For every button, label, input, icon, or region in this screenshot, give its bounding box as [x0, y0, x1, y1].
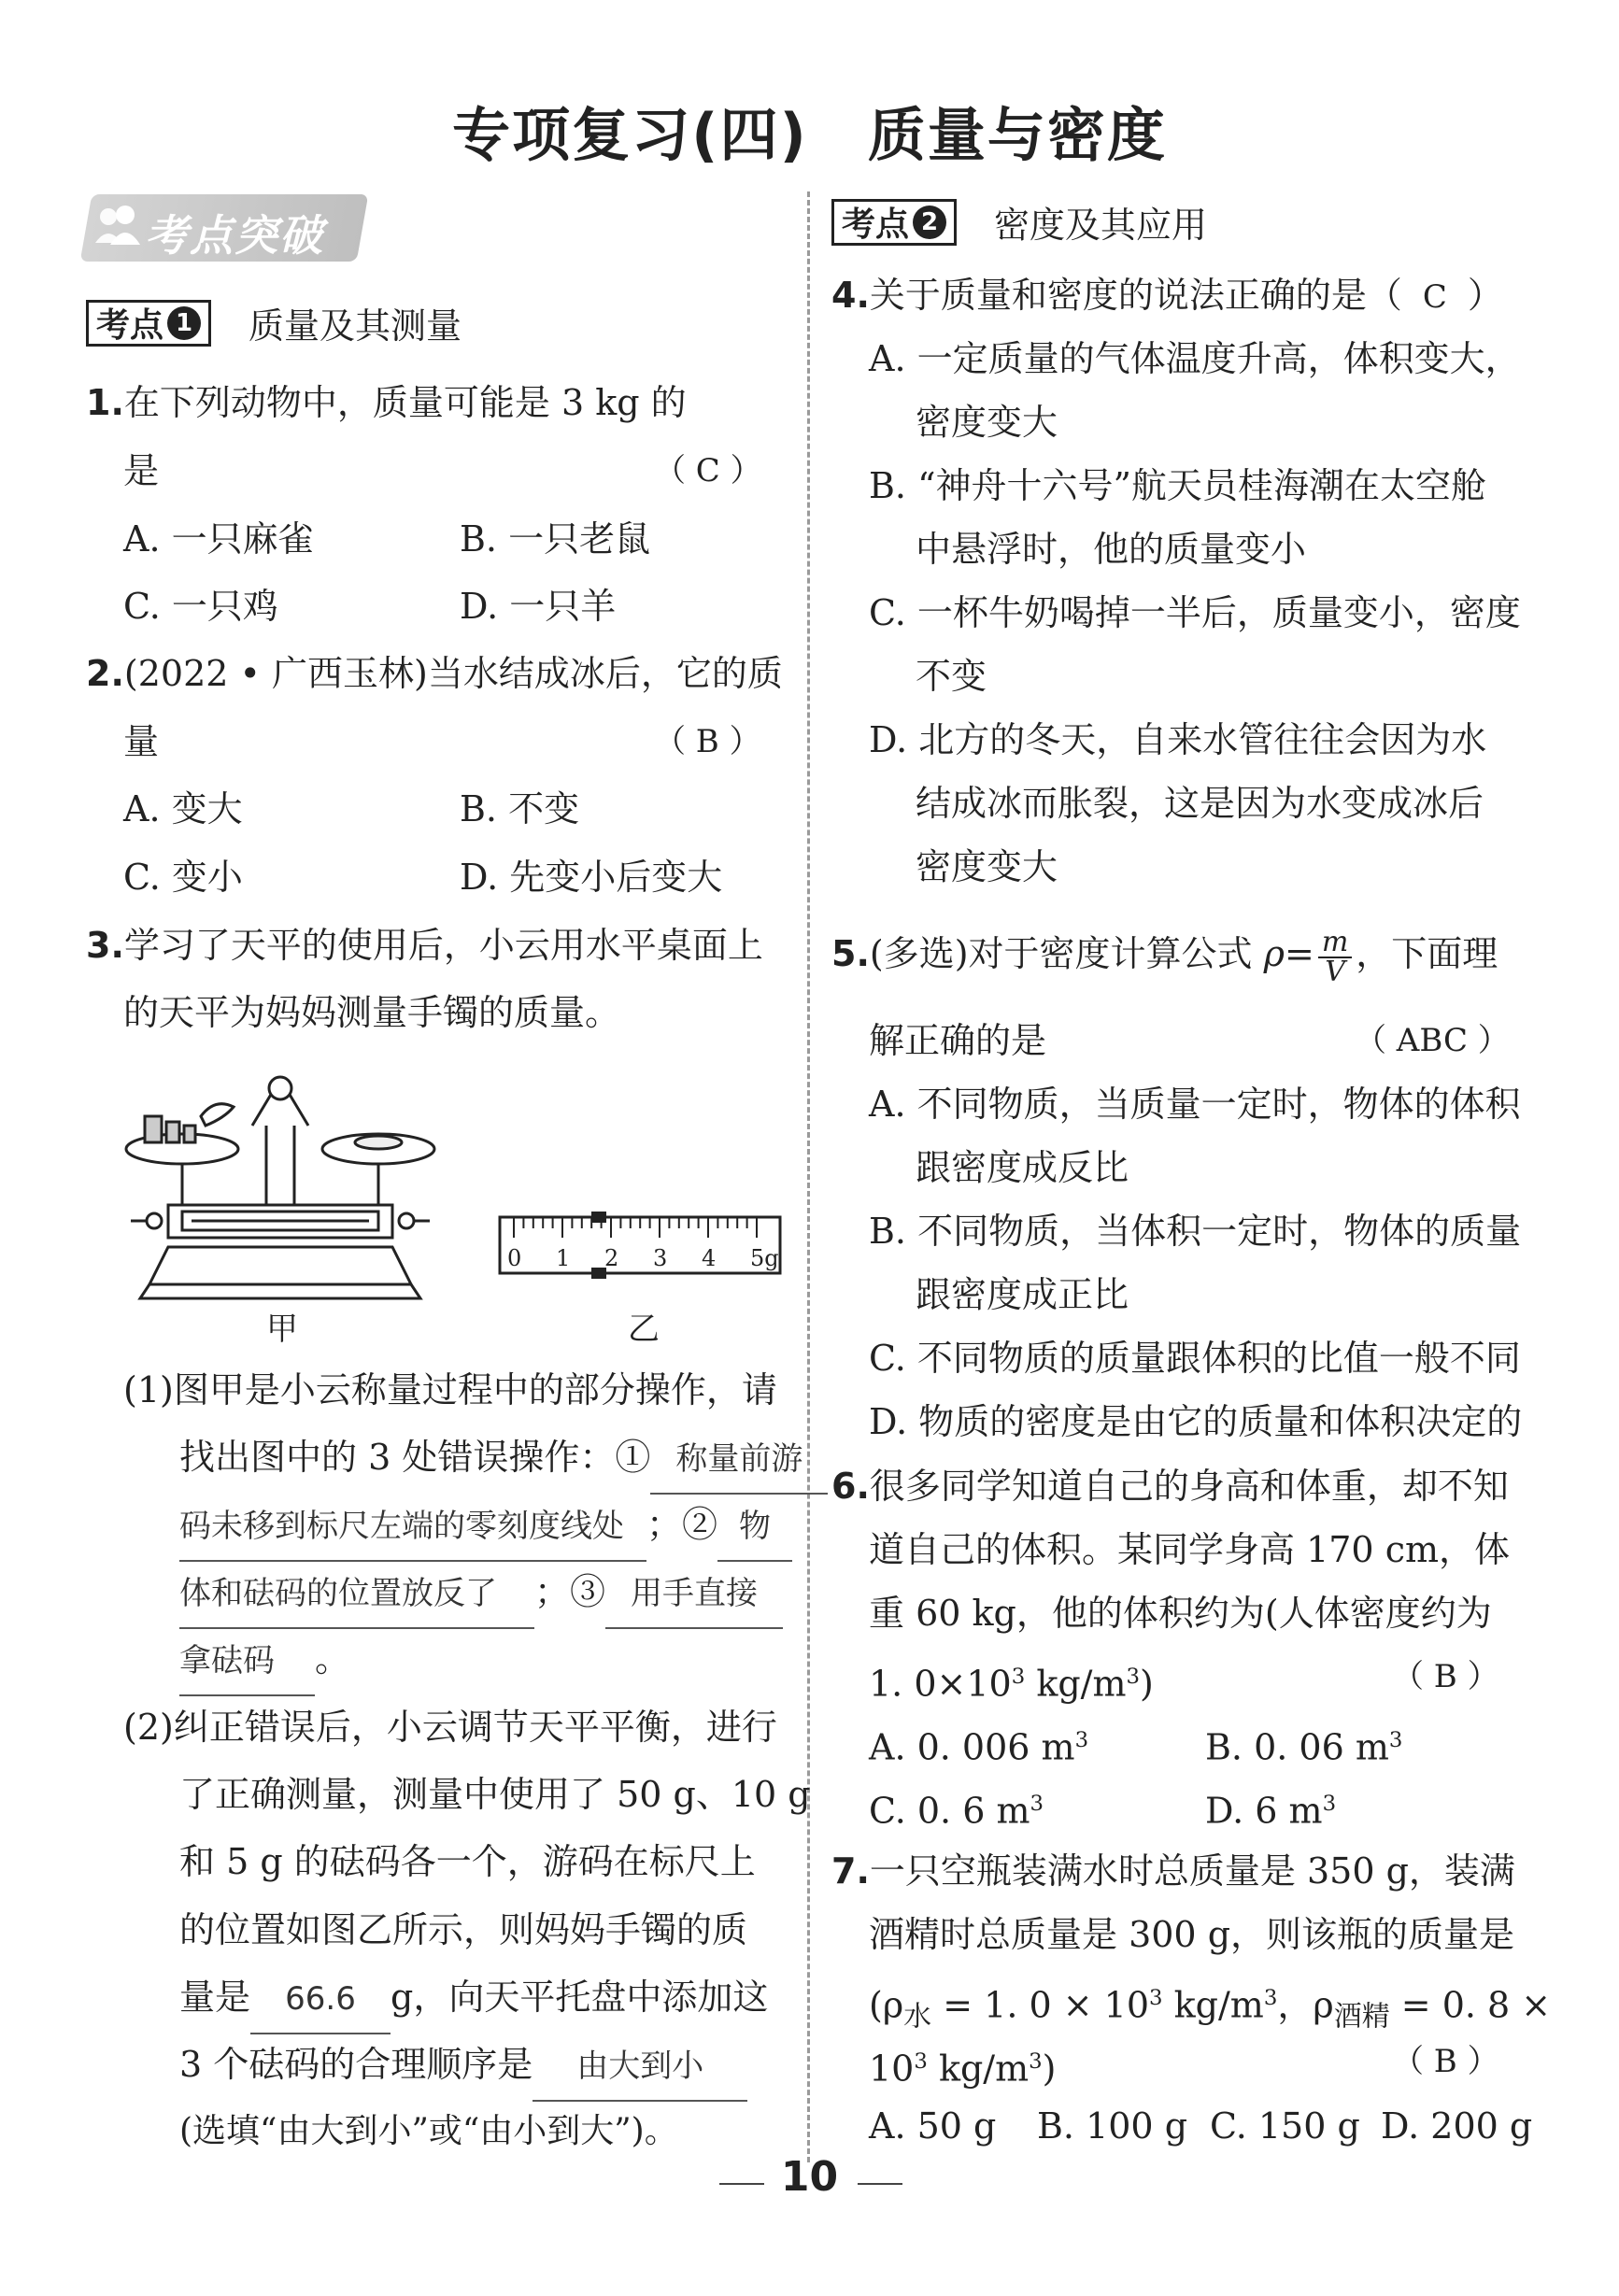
page-title: 专项复习(四) 质量与密度: [452, 101, 1167, 169]
q6-option-d-sup: 3: [1322, 1792, 1337, 1816]
q6-option-c-sup: 3: [1030, 1792, 1044, 1816]
q5-stem-2: ，下面理: [1356, 933, 1498, 974]
ruler-tick-label: 3: [653, 1245, 668, 1271]
q1-option-c: C. 一只鸡: [123, 586, 278, 627]
kp1-badge: [86, 300, 211, 347]
kp2-badge: [831, 199, 957, 246]
q5-number: 5.: [831, 933, 870, 974]
kp2-header: [831, 196, 1207, 248]
q2-option-b: B. 不变: [460, 788, 580, 829]
q6-option-d-text: D. 6 m: [1205, 1790, 1323, 1832]
q4-option-c-l2: 不变: [916, 656, 987, 697]
q6-line2: 道自己的体积。某同学身高 170 cm，体: [869, 1529, 1511, 1570]
q5-option-a-l1: A. 不同物质，当质量一定时，物体的体积: [869, 1084, 1521, 1125]
q7-stem: 一只空瓶装满水时总质量是 350 g，装满: [869, 1850, 1515, 1892]
q5-stem: (多选)对于密度计算公式: [869, 933, 1264, 974]
q6-option-a-text: A. 0. 006 m: [869, 1726, 1075, 1768]
q4-option-d-l1: D. 北方的冬天，自来水管往往会因为水: [869, 719, 1487, 760]
q7-ten: 10: [869, 2048, 915, 2090]
q2-answer: （ B ）: [654, 723, 761, 760]
q5-answer: （ ABC ）: [1355, 1022, 1510, 1059]
balance-figure: [112, 1060, 448, 1312]
kp2-number: 2: [913, 206, 946, 239]
q6-option-b-text: B. 0. 06 m: [1205, 1726, 1389, 1768]
q5-option-c: C. 不同物质的质量跟体积的比值一般不同: [869, 1338, 1521, 1379]
q5-line2: 解正确的是: [869, 1020, 1047, 1061]
rider-ruler-figure: [495, 1210, 785, 1284]
q7-answer: （ B ）: [1392, 2043, 1499, 2080]
q3-part2-line5: [179, 1963, 768, 2034]
q3-part2-prompt: 量是: [179, 1977, 251, 2018]
figure-a-label: 甲: [266, 1311, 298, 1348]
q3-part2-prompt-2: g，向天平托盘中添加这: [391, 1977, 769, 2018]
q7-sup1: 3: [1149, 1986, 1163, 2010]
q1-option-a: A. 一只麻雀: [123, 518, 314, 560]
q1-stem: 在下列动物中，质量可能是 3 kg 的: [123, 382, 687, 423]
kp2-title: 密度及其应用: [994, 205, 1208, 246]
q6-sup2: 3: [1126, 1665, 1141, 1689]
q7-unit1: kg/m: [1162, 1984, 1264, 2026]
people-icon: [90, 200, 146, 256]
q6-stem: 很多同学知道自己的身高和体重，却不知: [869, 1466, 1509, 1507]
q2-line1: [86, 640, 783, 707]
q5-rho: ρ: [1263, 933, 1285, 974]
q7-option-b: B. 100 g: [1037, 2105, 1188, 2147]
q4-option-d-l3: 密度变大: [916, 846, 1058, 887]
q7-unit2: kg/m: [927, 2048, 1030, 2090]
q6-option-b-sup: 3: [1388, 1728, 1403, 1752]
q3-part2-prompt-3: 3 个砝码的合理顺序是: [179, 2044, 533, 2085]
ruler-tick-label: 1: [556, 1245, 571, 1271]
q3-sep3: ；③: [534, 1571, 606, 1612]
ruler-tick-label: 0: [507, 1245, 522, 1271]
q1-line2: 是: [123, 450, 160, 491]
q3-number: 3.: [86, 925, 124, 966]
column-divider: [807, 191, 810, 2162]
kp1-title: 质量及其测量: [249, 305, 462, 347]
q2-option-d: D. 先变小后变大: [460, 857, 723, 898]
q7-rho-water: (ρ: [869, 1984, 904, 2026]
q4-option-a-l2: 密度变大: [916, 402, 1058, 443]
q6-answer: （ B ）: [1392, 1658, 1499, 1695]
q1-option-b: B. 一只老鼠: [460, 518, 651, 560]
q4-stem: 关于质量和密度的说法正确的是（: [869, 275, 1402, 316]
q3-answer3-part-a: 用手直接: [605, 1560, 783, 1629]
q3-part1-line1: (1)图甲是小云称量过程中的部分操作，请: [123, 1369, 777, 1410]
q6-line1: [831, 1453, 1509, 1520]
kp1-header: [86, 297, 462, 348]
q4-answer: C: [1422, 278, 1447, 316]
q6-option-d: [1205, 1770, 1336, 1845]
q2-option-c: C. 变小: [123, 857, 243, 898]
q6-unit: kg/m: [1025, 1663, 1127, 1705]
q4-option-b-l2: 中悬浮时，他的质量变小: [916, 529, 1307, 570]
q7-sub-alcohol: 酒精: [1333, 2000, 1390, 2034]
q3-mass-answer: 66.6: [250, 1965, 391, 2034]
q1-line1: [86, 369, 687, 436]
ruler-tick-label: 2: [604, 1245, 619, 1271]
q7-option-c: C. 150 g: [1210, 2105, 1360, 2147]
figure-b-label: 乙: [628, 1311, 660, 1348]
q3-answer1-part-a: 称量前游: [650, 1425, 828, 1495]
q7-close: ): [1042, 2048, 1057, 2090]
q3-answer1-part-b: 码未移到标尺左端的零刻度线处: [179, 1493, 646, 1562]
q7-line1: [831, 1837, 1515, 1905]
page-number: 10: [780, 2153, 839, 2201]
q1-option-d: D. 一只羊: [460, 586, 617, 627]
q7-sub-water: 水: [903, 2000, 932, 2034]
kp1-label: 考点: [96, 306, 164, 345]
q4-stem-line: [831, 262, 1503, 331]
q3-answer2-part-b: 体和砝码的位置放反了: [179, 1560, 534, 1629]
q3-sep2: ；②: [646, 1504, 718, 1545]
q6-option-a-sup: 3: [1074, 1728, 1089, 1752]
q5-eq: =: [1284, 933, 1314, 974]
q3-part1-line2: [179, 1424, 828, 1495]
q2-line2: 量: [123, 721, 160, 762]
q3-part1-line5: [179, 1625, 350, 1696]
q3-part2-line4: 的位置如图乙所示，则妈妈手镯的质: [179, 1909, 748, 1950]
q2-option-a: A. 变大: [123, 788, 243, 829]
ruler-tick-label: 5g: [750, 1245, 779, 1271]
q4-close: ）: [1467, 275, 1503, 316]
q3-part1-end: 。: [315, 1638, 351, 1679]
q6-option-c-text: C. 0. 6 m: [869, 1790, 1030, 1832]
q3-line1: [86, 912, 763, 979]
q2-stem: (2022 • 广西玉林)当水结成冰后，它的质: [123, 653, 783, 694]
q3-part2-line3: 和 5 g 的砝码各一个，游码在标尺上: [179, 1841, 756, 1882]
q3-line2: 的天平为妈妈测量手镯的质量。: [123, 992, 621, 1033]
q7-number: 7.: [831, 1850, 870, 1892]
q3-answer2-part-a: 物: [717, 1493, 792, 1562]
q7-sup3: 3: [914, 2049, 928, 2074]
q5-stem-line: [831, 920, 1498, 987]
q7-line2: 酒精时总质量是 300 g，则该瓶的质量是: [869, 1914, 1515, 1955]
q1-number: 1.: [86, 382, 124, 423]
q7-option-a: A. 50 g: [869, 2105, 997, 2147]
q3-part2-line7: (选填“由大到小”或“由小到大”)。: [179, 2112, 678, 2150]
q7-alcohol-value: = 0. 8 ×: [1389, 1984, 1552, 2026]
q7-option-d: D. 200 g: [1381, 2105, 1533, 2147]
q3-answer3-part-b: 拿砝码: [179, 1627, 315, 1696]
q5-option-d: D. 物质的密度是由它的质量和体积决定的: [869, 1401, 1523, 1442]
q7-water-value: = 1. 0 × 10: [931, 1984, 1150, 2026]
q5-option-a-l2: 跟密度成反比: [916, 1147, 1129, 1188]
kp1-number: 1: [167, 306, 201, 340]
q6-number: 6.: [831, 1466, 870, 1507]
q5-option-b-l1: B. 不同物质，当体积一定时，物体的质量: [869, 1211, 1522, 1252]
q1-answer: （ C ）: [654, 452, 762, 489]
q6-option-c: [869, 1770, 1044, 1845]
q3-part2-line1: (2)纠正错误后，小云调节天平平衡，进行: [123, 1707, 777, 1748]
page-number-rule-right: [858, 2183, 902, 2185]
q5-frac-den: V: [1325, 955, 1345, 988]
kp2-label: 考点: [842, 206, 910, 244]
q6-sup: 3: [1011, 1665, 1026, 1689]
q3-part2-line2: 了正确测量，测量中使用了 50 g、10 g: [179, 1774, 811, 1815]
q7-line4: [869, 2028, 1057, 2103]
q3-part1-line3: [179, 1491, 792, 1562]
q4-option-c-l1: C. 一杯牛奶喝掉一半后，质量变小，密度: [869, 592, 1521, 633]
q3-part2-line6: [179, 2031, 747, 2102]
q4-option-b-l1: B. “神舟十六号”航天员桂海潮在太空舱: [869, 465, 1486, 506]
q7-rho-alcohol: ，ρ: [1277, 1984, 1334, 2026]
q4-number: 4.: [831, 275, 870, 316]
q5-formula-fraction: [1318, 925, 1352, 988]
q3-stem: 学习了天平的使用后，小云用水平桌面上: [123, 925, 763, 966]
q4-option-a-l1: A. 一定质量的气体温度升高，体积变大，: [869, 338, 1521, 379]
ruler-tick-label: 4: [702, 1245, 717, 1271]
q6-line3: 重 60 kg，他的体积约为(人体密度约为: [869, 1593, 1492, 1634]
q7-sup4: 3: [1029, 2049, 1043, 2074]
q5-frac-num: m: [1318, 928, 1352, 958]
q6-density-value: 1. 0×10: [869, 1663, 1012, 1705]
section-banner-label: 考点突破: [145, 210, 324, 261]
q3-order-answer: 由大到小: [533, 2033, 747, 2102]
q3-part1-prompt: 找出图中的 3 处错误操作：①: [179, 1437, 651, 1478]
q7-sup2: 3: [1263, 1986, 1278, 2010]
q2-number: 2.: [86, 653, 124, 694]
q3-part1-line4: [179, 1558, 783, 1629]
q4-option-d-l2: 结成冰而胀裂，这是因为水变成冰后: [916, 783, 1484, 824]
q6-close: ): [1140, 1663, 1154, 1705]
q5-option-b-l2: 跟密度成正比: [916, 1274, 1129, 1315]
